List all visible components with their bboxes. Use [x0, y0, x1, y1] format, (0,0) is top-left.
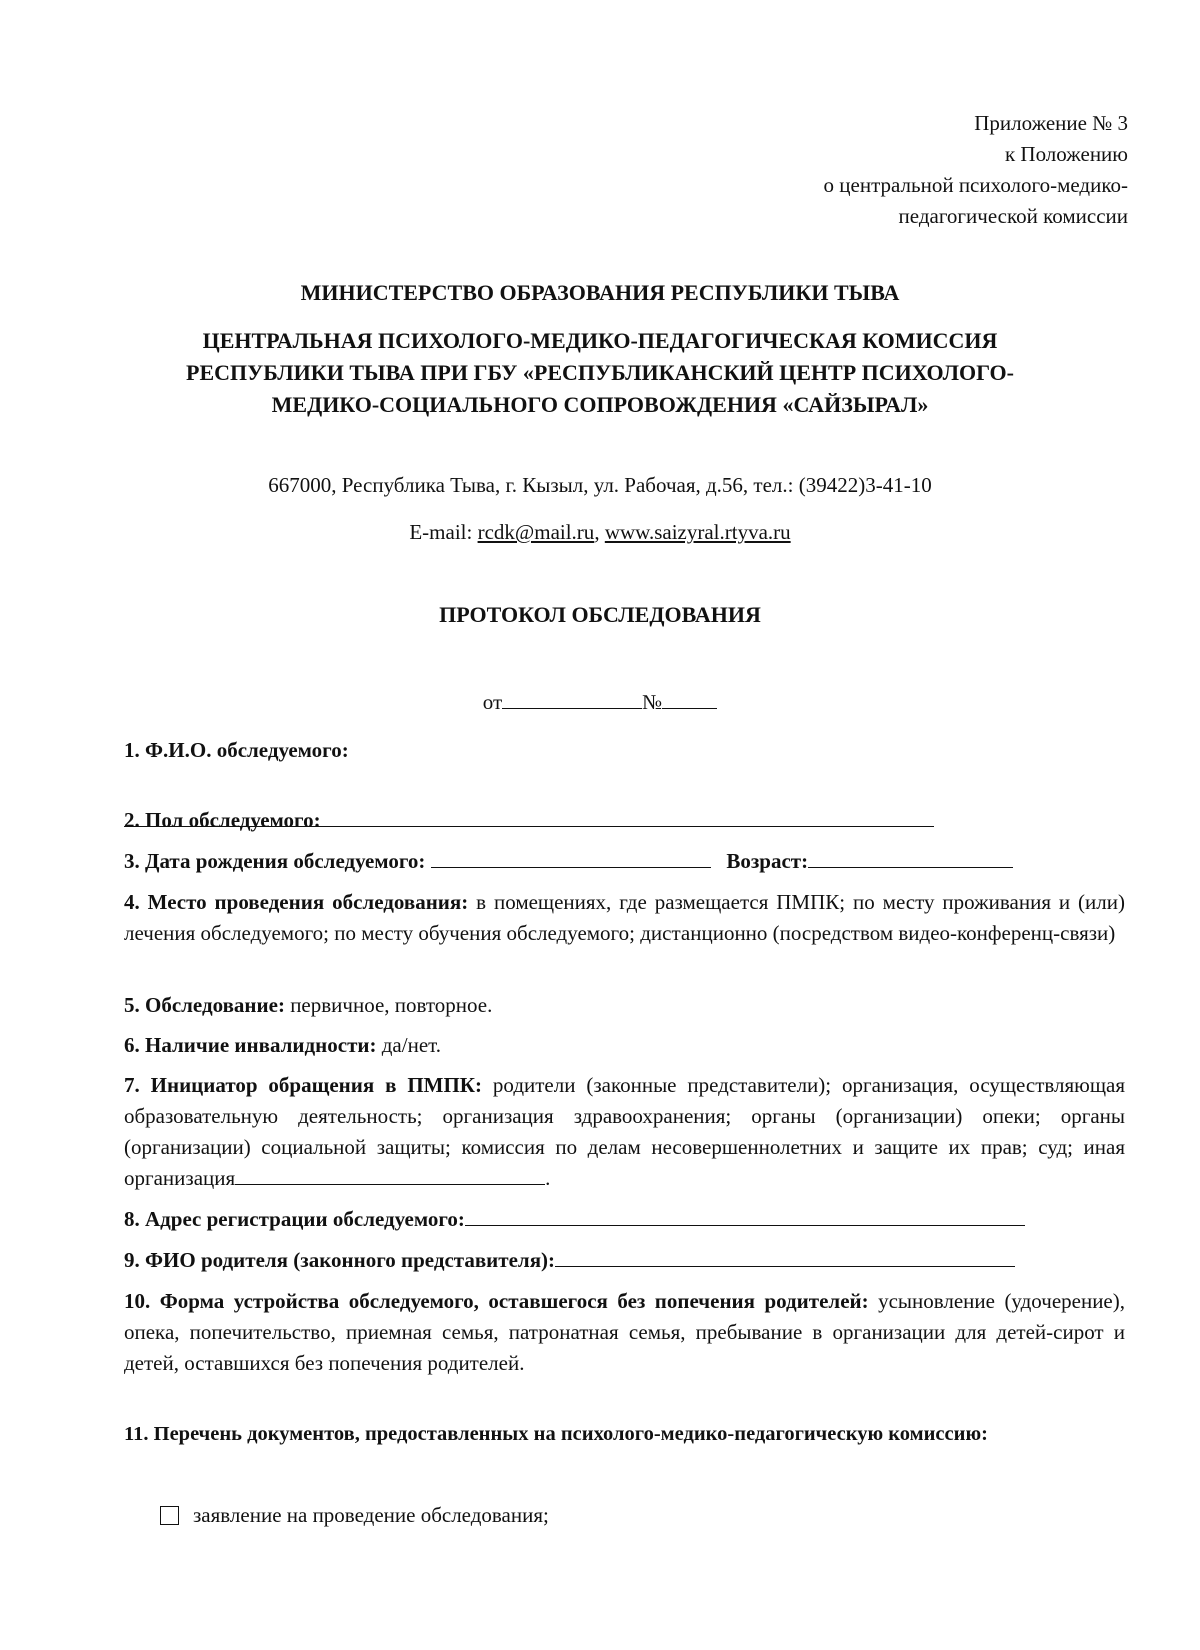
commission-heading [0, 325, 1200, 421]
item-6 [124, 1030, 1125, 1061]
appendix-line-2: к Положению [1004, 142, 1128, 166]
appendix-line-4: педагогической комиссии [898, 204, 1128, 228]
sex-blank[interactable] [326, 808, 551, 827]
item-4 [124, 887, 1125, 949]
protocol-date-number [0, 690, 1200, 715]
appendix-line-1: Приложение № 3 [974, 111, 1128, 135]
item-7-text: родители (законные представители); организация, осуществляющая образовательную деятельность; организация здравоохранения; органы (организации) опеки; органы (организации) социальной защиты; комиссия по делам несовершеннолетних и защите их прав; суд; иная организация [124, 1073, 1125, 1190]
ministry-heading: МИНИСТЕРСТВО ОБРАЗОВАНИЯ РЕСПУБЛИКИ ТЫВА [300, 280, 900, 305]
email-prefix: E-mail: [409, 520, 478, 544]
item-10-text: усыновление (удочерение), опека, попечительство, приемная семья, патронатная семья, пребывание в организации для детей-сирот и детей, оставшихся без попечения родителей. [124, 1289, 1125, 1375]
item-10-label: 10. Форма устройства обследуемого, оставшегося без попечения родителей: [124, 1289, 869, 1313]
item-3 [124, 846, 1125, 877]
contact-email-line [0, 520, 1200, 545]
item-11-label: 11. Перечень документов, предоставленных на психолого-медико-педагогическую комиссию: [124, 1423, 988, 1445]
item-5-label: 5. Обследование: [124, 993, 285, 1017]
item-5 [124, 990, 1125, 1021]
email-separator: , [594, 520, 605, 544]
item-8 [124, 1204, 1125, 1235]
item-2-row [124, 805, 1125, 836]
checklist-item[interactable] [160, 1500, 549, 1531]
appendix-note [824, 108, 1128, 232]
item-7-end: . [545, 1166, 551, 1190]
other-org-blank[interactable] [235, 1166, 545, 1185]
from-label: от [482, 690, 503, 714]
commission-line-1: ЦЕНТРАЛЬНАЯ ПСИХОЛОГО-МЕДИКО-ПЕДАГОГИЧЕСКАЯ КОМИССИЯ [202, 328, 998, 353]
item-4-text: в помещениях, где размещается ПМПК; по месту проживания и (или) лечения обследуемого; по месту обучения обследуемого; дистанционно (посредством видео-конференц-связи) [124, 890, 1125, 945]
parent-name-blank[interactable] [555, 1248, 1015, 1267]
item-2-label: 2. Пол обследуемого: [124, 808, 321, 832]
item-8-label: 8. Адрес регистрации обследуемого: [124, 1207, 465, 1231]
item-9-label: 9. ФИО родителя (законного представителя): [124, 1248, 556, 1272]
email-link[interactable]: rcdk@mail.ru [477, 520, 595, 544]
item-10 [124, 1286, 1125, 1379]
item-7 [124, 1070, 1125, 1194]
item-7-label: 7. Инициатор обращения в ПМПК: [124, 1073, 483, 1097]
birthdate-blank[interactable] [431, 849, 711, 868]
commission-line-2: РЕСПУБЛИКИ ТЫВА ПРИ ГБУ «РЕСПУБЛИКАНСКИЙ ЦЕНТР ПСИХОЛОГО- [186, 360, 1014, 385]
appendix-line-3: о центральной психолого-медико- [823, 173, 1128, 197]
item-4-label: 4. Место проведения обследования: [124, 890, 469, 914]
item-1-label: 1. Ф.И.О. обследуемого: [124, 738, 349, 762]
item-6-label: 6. Наличие инвалидности: [124, 1033, 377, 1057]
website-link[interactable]: www.saizyral.rtyva.ru [604, 520, 791, 544]
item-9 [124, 1245, 1125, 1276]
address-blank[interactable] [465, 1207, 1025, 1226]
item-6-text: да/нет. [376, 1033, 441, 1057]
commission-line-3: МЕДИКО-СОЦИАЛЬНОГО СОПРОВОЖДЕНИЯ «САЙЗЫРАЛ» [271, 392, 929, 417]
checkbox[interactable] [160, 1506, 179, 1525]
age-blank[interactable] [808, 849, 1013, 868]
age-label: Возраст: [726, 849, 809, 873]
document-title: ПРОТОКОЛ ОБСЛЕДОВАНИЯ [439, 602, 761, 627]
item-11 [124, 1419, 1125, 1450]
item-1 [124, 735, 1125, 766]
contact-address: 667000, Республика Тыва, г. Кызыл, ул. Рабочая, д.56, тел.: (39422)3-41-10 [268, 473, 932, 497]
item-5-text: первичное, повторное. [284, 993, 493, 1017]
checklist-item-label: заявление на проведение обследования; [193, 1503, 549, 1527]
date-blank[interactable] [502, 690, 642, 709]
number-blank[interactable] [662, 690, 717, 709]
item-3-label: 3. Дата рождения обследуемого: [124, 849, 426, 873]
number-label: № [642, 690, 663, 714]
